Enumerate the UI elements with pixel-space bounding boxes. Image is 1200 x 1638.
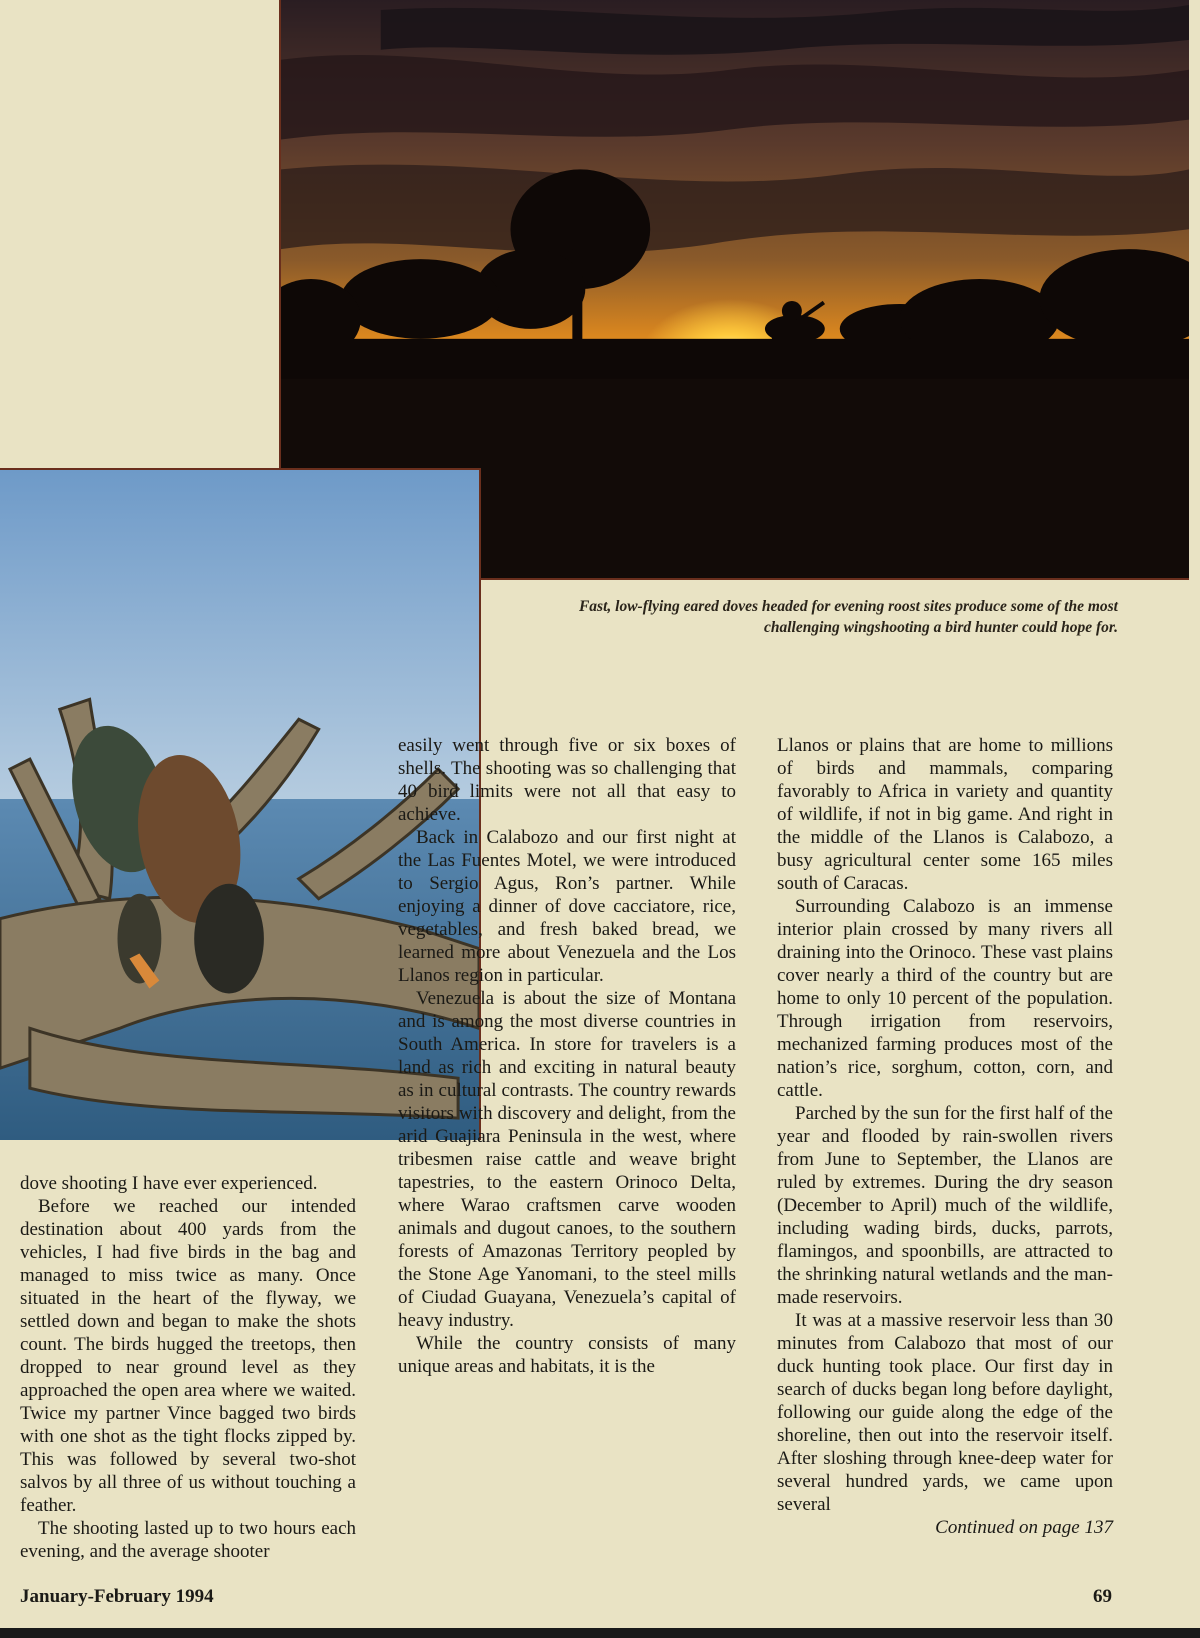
article-paragraph: Venezuela is about the size of Montana and is among the most diverse countries in South America. In store for travelers is a land as rich and exciting in natural beauty as in cultural contrasts. The country rewards visitors with discovery and delight, from the arid Guajiara Peninsula in the west, where tribesmen raise cattle and weave bright tapestries, to the eastern Orinoco Delta, where Warao craftsmen carve wooden animals and dugout canoes, to the southern forests of Amazonas Territory peopled by the Stone Age Yanomani, to the steel mills of Ciudad Guayana, Venezuela’s capital of heavy industry. [398, 988, 736, 1331]
article-paragraph: Parched by the sun for the first half of the year and flooded by rain-swollen rivers from June to September, the Llanos are ruled by extremes. During the dry season (December to April) much of the wildlife, including wading birds, ducks, parrots, flamingos, and spoonbills, are attracted to the shrinking natural wetlands and the man-made reservoirs. [777, 1103, 1113, 1308]
page-number: 69 [1093, 1586, 1112, 1607]
article-paragraph: easily went through five or six boxes of shells. The shooting was so challenging that 40 bird limits were not all that easy to achieve. [398, 735, 736, 825]
article-paragraph: It was at a massive reservoir less than 30 minutes from Calabozo that most of our duck hunting took place. Our first day in search of ducks began long before daylight, following our guide along the edge of the shoreline, then out into the reservoir itself. After sloshing through knee-deep water for several hundred yards, we came upon several [777, 1310, 1113, 1515]
article-paragraph: While the country consists of many unique areas and habitats, it is the [398, 1333, 736, 1377]
continued-note: Continued on page 137 [935, 1517, 1113, 1538]
photo-caption: Fast, low-flying eared doves headed for evening roost sites produce some of the most challenging wingshooting a bird hunter could hope for. [578, 598, 1118, 636]
issue-date: January-February 1994 [20, 1586, 214, 1607]
article-paragraph: Before we reached our intended destination about 400 yards from the vehicles, I had five birds in the bag and managed to miss twice as many. Once situated in the heart of the flyway, we settled down and began to make the shots count. The birds hugged the treetops, then dropped to near ground level as they approached the open area where we waited. Twice my partner Vince bagged two birds with one shot as the tight flocks zipped by. This was followed by several two-shot salvos by all three of us without touching a feather. [20, 1196, 356, 1516]
article-paragraph: Surrounding Calabozo is an immense interior plain crossed by many rivers all draining into the Orinoco. These vast plains cover nearly a third of the country but are home to only 10 percent of the population. Through irrigation from reservoirs, mechanized farming produces most of the nation’s rice, sorghum, cotton, corn, and cattle. [777, 896, 1113, 1101]
article-paragraph: Llanos or plains that are home to millions of birds and mammals, comparing favorably to Africa in variety and quantity of wildlife, if not in big game. And right in the middle of the Llanos is Calabozo, a busy agricultural center some 165 miles south of Caracas. [777, 735, 1113, 894]
scan-edge [0, 1628, 1200, 1638]
article-paragraph: dove shooting I have ever experienced. [20, 1173, 318, 1194]
article-column-2 [398, 734, 736, 1378]
article-paragraph: Back in Calabozo and our first night at the Las Fuentes Motel, we were introduced to Sergio Agus, Ron’s partner. While enjoying a dinner of dove cacciatore, rice, vegetables, and fresh baked bread, we learned more about Venezuela and the Los Llanos region in particular. [398, 827, 736, 986]
article-column-3 [777, 734, 1113, 1539]
article-paragraph: The shooting lasted up to two hours each evening, and the average shooter [20, 1518, 356, 1562]
article-column-1 [20, 1172, 356, 1563]
